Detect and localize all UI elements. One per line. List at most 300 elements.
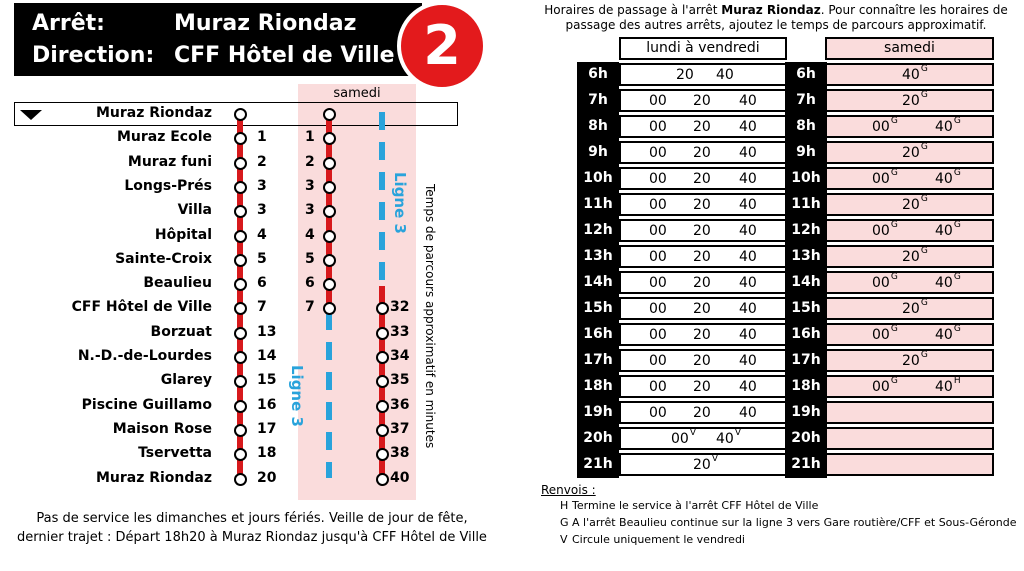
weekday-cell xyxy=(619,115,787,138)
departure-minute xyxy=(649,93,667,109)
weekday-stop-circle xyxy=(234,424,247,437)
intro-text-3: passage des autres arrêts, ajoutez le temps de parcours approximatif. xyxy=(565,18,987,32)
departure-minute xyxy=(935,116,961,135)
minute-value: 20 xyxy=(902,145,920,161)
departure-minute xyxy=(739,145,757,161)
saturday-cell xyxy=(825,167,994,190)
weekday-stop-circle xyxy=(234,448,247,461)
line3-label-upper: Ligne 3 xyxy=(391,172,409,234)
saturday-stop-circle xyxy=(323,108,336,121)
departure-minute xyxy=(935,324,961,343)
saturday-hour-label: 7h xyxy=(796,92,816,108)
weekday-hour-label: 16h xyxy=(583,326,613,342)
minute-value: 00 xyxy=(649,405,667,421)
minute-value: 00 xyxy=(649,197,667,213)
saturday-cell xyxy=(825,193,994,216)
saturday-hour-label: 6h xyxy=(796,66,816,82)
weekday-minutes: 3 xyxy=(257,177,267,194)
footnote-mark: V xyxy=(734,428,741,438)
minute-value: 40 xyxy=(739,301,757,317)
footnote-mark: G xyxy=(953,116,961,126)
minute-value: 40 xyxy=(739,197,757,213)
weekday-cell xyxy=(619,271,787,294)
weekday-minutes: 17 xyxy=(257,420,277,437)
departure-minute xyxy=(649,379,667,395)
saturday-return-circle xyxy=(376,351,389,364)
weekday-hour-label: 8h xyxy=(588,118,608,134)
minute-value: 20 xyxy=(693,93,711,109)
departure-minute xyxy=(693,327,711,343)
saturday-cell xyxy=(825,453,994,476)
saturday-cell xyxy=(825,89,994,112)
footnote-mark: G xyxy=(920,142,928,152)
weekday-cell xyxy=(619,427,787,450)
departure-minute xyxy=(739,327,757,343)
minute-value: 20 xyxy=(902,301,920,317)
departure-minute xyxy=(902,64,928,83)
minute-value: 00 xyxy=(872,379,890,395)
footnote-mark: G xyxy=(953,168,961,178)
weekday-hour-label: 7h xyxy=(588,92,608,108)
departure-minute xyxy=(649,327,667,343)
minute-value: 20 xyxy=(902,93,920,109)
weekday-stop-circle xyxy=(234,375,247,388)
stop-name: Beaulieu xyxy=(143,275,212,292)
weekday-cell xyxy=(619,89,787,112)
weekday-hour-label: 18h xyxy=(583,378,613,394)
saturday-hour-label: 8h xyxy=(796,118,816,134)
saturday-cell xyxy=(825,271,994,294)
footnote-item xyxy=(560,533,745,546)
saturday-cell xyxy=(825,245,994,268)
weekday-minutes: 3 xyxy=(257,202,267,219)
minute-value: 00 xyxy=(671,431,689,447)
departure-minute xyxy=(716,67,734,83)
departure-minute xyxy=(671,428,696,447)
saturday-return-circle xyxy=(376,473,389,486)
minute-value: 00 xyxy=(649,93,667,109)
departure-minute xyxy=(739,93,757,109)
footnote-mark: G xyxy=(920,90,928,100)
saturday-hour-label: 20h xyxy=(791,430,821,446)
departure-minute xyxy=(693,119,711,135)
departure-minute xyxy=(872,376,898,395)
departure-minute xyxy=(902,350,928,369)
footnote-item xyxy=(560,499,818,512)
weekday-hour-label: 14h xyxy=(583,274,613,290)
footnote-mark: G xyxy=(890,220,898,230)
stop-label: Arrêt: xyxy=(32,11,105,36)
minute-value: 20 xyxy=(676,67,694,83)
weekday-stop-circle xyxy=(234,157,247,170)
minute-value: 40 xyxy=(935,119,953,135)
saturday-stop-circle xyxy=(323,254,336,267)
minute-value: 20 xyxy=(693,223,711,239)
stop-name: Muraz Ecole xyxy=(116,129,212,146)
departure-minute xyxy=(739,301,757,317)
weekday-minutes: 20 xyxy=(257,469,277,486)
footnote-key: H xyxy=(560,499,569,512)
saturday-minutes: 3 xyxy=(305,202,315,219)
saturday-cell xyxy=(825,349,994,372)
departure-minute xyxy=(693,379,711,395)
saturday-cell xyxy=(825,297,994,320)
saturday-stop-circle xyxy=(323,230,336,243)
weekday-minutes: 7 xyxy=(257,299,267,316)
stop-name: Longs-Prés xyxy=(124,177,212,194)
minute-value: 40 xyxy=(739,405,757,421)
footnote-mark: V xyxy=(689,428,696,438)
stop-name: Muraz Riondaz xyxy=(95,469,212,486)
departure-minute xyxy=(693,249,711,265)
weekday-cell xyxy=(619,63,787,86)
saturday-minutes: 5 xyxy=(305,250,315,267)
saturday-hour-label: 14h xyxy=(791,274,821,290)
minute-value: 40 xyxy=(739,145,757,161)
footnote-mark: G xyxy=(890,324,898,334)
footnote-mark: G xyxy=(920,194,928,204)
minute-value: 40 xyxy=(902,67,920,83)
stop-name: Muraz funi xyxy=(127,153,212,170)
minute-value: 40 xyxy=(739,275,757,291)
departure-minute xyxy=(739,405,757,421)
weekday-minutes: 18 xyxy=(257,445,277,462)
departure-minute xyxy=(716,428,741,447)
departure-minute xyxy=(649,275,667,291)
weekday-cell xyxy=(619,323,787,346)
minute-value: 20 xyxy=(693,171,711,187)
saturday-hour-label: 10h xyxy=(791,170,821,186)
minute-value: 40 xyxy=(739,327,757,343)
departure-minute xyxy=(693,454,718,473)
departure-minute xyxy=(902,194,928,213)
departure-minute xyxy=(935,220,961,239)
departure-minute xyxy=(693,93,711,109)
saturday-return-minutes: 36 xyxy=(390,396,410,413)
saturday-hour-label: 18h xyxy=(791,378,821,394)
weekday-stop-circle xyxy=(234,205,247,218)
departure-minute xyxy=(872,324,898,343)
minute-value: 00 xyxy=(872,119,890,135)
weekday-minutes: 14 xyxy=(257,348,277,364)
minute-value: 20 xyxy=(902,249,920,265)
footnote-mark: G xyxy=(920,350,928,360)
departure-minute xyxy=(739,119,757,135)
weekday-minutes: 13 xyxy=(257,323,277,340)
departure-minute xyxy=(739,379,757,395)
weekday-cell xyxy=(619,219,787,242)
minute-value: 00 xyxy=(649,171,667,187)
minute-value: 00 xyxy=(649,327,667,343)
minute-value: 40 xyxy=(739,249,757,265)
weekday-minutes: 4 xyxy=(257,226,267,243)
departure-minute xyxy=(739,197,757,213)
current-stop-arrow-icon xyxy=(20,110,42,120)
footnote-mark: G xyxy=(953,324,961,334)
weekday-hour-label: 12h xyxy=(583,222,613,238)
stop-name: Maison Rose xyxy=(112,420,212,437)
saturday-hour-label: 11h xyxy=(791,196,821,212)
service-note-line-2: dernier trajet : Départ 18h20 à Muraz Riondaz jusqu'à CFF Hôtel de Ville xyxy=(17,530,487,545)
departure-minute xyxy=(649,249,667,265)
saturday-cell xyxy=(825,401,994,424)
saturday-cell xyxy=(825,323,994,346)
weekday-cell xyxy=(619,349,787,372)
saturday-hour-label: 16h xyxy=(791,326,821,342)
minute-value: 40 xyxy=(935,327,953,343)
weekday-column-header: lundi à vendredi xyxy=(619,37,787,60)
saturday-hour-label: 15h xyxy=(791,300,821,316)
minute-value: 40 xyxy=(716,431,734,447)
minute-value: 40 xyxy=(739,379,757,395)
minute-value: 20 xyxy=(693,275,711,291)
weekday-hour-label: 9h xyxy=(588,144,608,160)
weekday-hour-label: 6h xyxy=(588,66,608,82)
departure-minute xyxy=(902,298,928,317)
saturday-minutes: 1 xyxy=(305,129,315,146)
departure-minute xyxy=(902,90,928,109)
saturday-minutes: 4 xyxy=(305,226,315,243)
departure-minute xyxy=(693,405,711,421)
minute-value: 00 xyxy=(872,275,890,291)
stop-name: Sainte-Croix xyxy=(115,250,212,267)
saturday-hour-label: 9h xyxy=(796,144,816,160)
saturday-return-minutes: 35 xyxy=(390,372,410,389)
weekday-stop-circle xyxy=(234,230,247,243)
stop-header xyxy=(14,3,422,76)
weekday-minutes: 16 xyxy=(257,396,277,413)
footnote-key: V xyxy=(560,533,568,546)
saturday-stop-circle xyxy=(323,181,336,194)
weekday-stop-circle xyxy=(234,400,247,413)
saturday-stop-circle xyxy=(323,157,336,170)
departure-minute xyxy=(649,197,667,213)
weekday-cell xyxy=(619,453,787,476)
saturday-return-circle xyxy=(376,424,389,437)
minute-value: 00 xyxy=(649,145,667,161)
stop-name: Hôpital xyxy=(154,226,212,243)
minute-value: 20 xyxy=(693,353,711,369)
stop-name: N.-D.-de-Lourdes xyxy=(77,348,212,364)
weekday-hour-label: 19h xyxy=(583,404,613,420)
footnote-item xyxy=(560,516,1017,529)
departure-minute xyxy=(649,171,667,187)
footnote-mark: G xyxy=(890,116,898,126)
minute-value: 00 xyxy=(649,301,667,317)
saturday-cell xyxy=(825,427,994,450)
travel-time-note: Temps de parcours approximatif en minutes xyxy=(423,184,437,449)
saturday-minutes: 7 xyxy=(305,299,315,316)
departure-minute xyxy=(935,272,961,291)
minute-value: 20 xyxy=(693,327,711,343)
stop-name: Muraz Riondaz xyxy=(174,11,357,36)
departure-minute xyxy=(649,223,667,239)
departure-minute xyxy=(739,353,757,369)
departure-minute xyxy=(739,223,757,239)
stop-name: Muraz Riondaz xyxy=(95,105,212,121)
direction-name: CFF Hôtel de Ville xyxy=(174,43,395,68)
departure-minute xyxy=(935,168,961,187)
minute-value: 20 xyxy=(902,197,920,213)
departure-minute xyxy=(693,353,711,369)
minute-value: 20 xyxy=(693,379,711,395)
stop-name: Borzuat xyxy=(150,323,212,340)
minute-value: 40 xyxy=(739,171,757,187)
weekday-stop-circle xyxy=(234,108,247,121)
saturday-return-minutes: 38 xyxy=(390,445,410,462)
saturday-return-circle xyxy=(376,327,389,340)
saturday-cell xyxy=(825,63,994,86)
saturday-cell xyxy=(825,375,994,398)
minute-value: 20 xyxy=(693,249,711,265)
service-note-line-1: Pas de service les dimanches et jours fériés. Veille de jour de fête, xyxy=(36,511,468,526)
saturday-return-minutes: 34 xyxy=(390,348,410,364)
minute-value: 20 xyxy=(902,353,920,369)
footnote-text: A l'arrêt Beaulieu continue sur la ligne 3 vers Gare routière/CFF et Sous-Géronde xyxy=(572,516,1017,529)
saturday-background xyxy=(298,84,416,500)
saturday-cell xyxy=(825,141,994,164)
weekday-cell xyxy=(619,375,787,398)
saturday-hour-label: 19h xyxy=(791,404,821,420)
weekday-stop-circle xyxy=(234,254,247,267)
departure-minute xyxy=(693,145,711,161)
weekday-minutes: 1 xyxy=(257,129,267,146)
footnotes-title xyxy=(541,483,596,497)
departure-minute xyxy=(693,301,711,317)
minute-value: 40 xyxy=(739,353,757,369)
departure-minute xyxy=(935,376,961,395)
minute-value: 20 xyxy=(693,119,711,135)
departure-minute xyxy=(649,145,667,161)
weekday-cell xyxy=(619,193,787,216)
line3-label-lower: Ligne 3 xyxy=(288,365,306,427)
saturday-column-header: samedi xyxy=(825,37,994,60)
footnotes-title-text: Renvois : xyxy=(541,483,596,497)
weekday-hour-label: 20h xyxy=(583,430,613,446)
minute-value: 00 xyxy=(649,275,667,291)
departure-minute xyxy=(649,301,667,317)
minute-value: 20 xyxy=(693,457,711,473)
departure-minute xyxy=(739,249,757,265)
stop-name: Piscine Guillamo xyxy=(81,396,212,413)
departure-minute xyxy=(649,405,667,421)
minute-value: 20 xyxy=(693,145,711,161)
weekday-stop-circle xyxy=(234,278,247,291)
minute-value: 20 xyxy=(693,197,711,213)
weekday-stop-circle xyxy=(234,302,247,315)
minute-value: 40 xyxy=(739,223,757,239)
departure-minute xyxy=(693,171,711,187)
weekday-hour-label: 15h xyxy=(583,300,613,316)
footnote-mark: G xyxy=(890,168,898,178)
intro-text-1: Horaires de passage à l'arrêt xyxy=(544,3,722,17)
direction-label: Direction: xyxy=(32,43,155,68)
saturday-return-minutes: 32 xyxy=(390,299,410,316)
departure-minute xyxy=(739,171,757,187)
saturday-hour-label: 12h xyxy=(791,222,821,238)
saturday-minutes: 2 xyxy=(305,153,315,170)
stop-name: Villa xyxy=(177,202,212,219)
saturday-return-minutes: 40 xyxy=(390,469,410,486)
footnote-mark: V xyxy=(711,454,718,464)
stop-name: Glarey xyxy=(160,372,212,389)
weekday-cell xyxy=(619,245,787,268)
minute-value: 00 xyxy=(649,119,667,135)
minute-value: 00 xyxy=(649,353,667,369)
weekday-hour-label: 11h xyxy=(583,196,613,212)
stop-name: Tservetta xyxy=(138,445,212,462)
stop-name: CFF Hôtel de Ville xyxy=(71,299,212,316)
departure-minute xyxy=(739,275,757,291)
saturday-return-minutes: 33 xyxy=(390,323,410,340)
saturday-cell xyxy=(825,219,994,242)
weekday-stop-circle xyxy=(234,351,247,364)
weekday-minutes: 15 xyxy=(257,372,277,389)
footnote-mark: G xyxy=(953,272,961,282)
weekday-cell xyxy=(619,141,787,164)
minute-value: 40 xyxy=(935,171,953,187)
footnote-key: G xyxy=(560,516,569,529)
minute-value: 40 xyxy=(935,223,953,239)
weekday-stop-circle xyxy=(234,181,247,194)
saturday-return-minutes: 37 xyxy=(390,420,410,437)
footnote-mark: G xyxy=(920,298,928,308)
saturday-return-circle xyxy=(376,400,389,413)
footnote-mark: G xyxy=(920,64,928,74)
minute-value: 00 xyxy=(872,223,890,239)
saturday-header: samedi xyxy=(333,86,381,101)
departure-minute xyxy=(693,275,711,291)
departure-minute xyxy=(872,272,898,291)
weekday-minutes: 2 xyxy=(257,153,267,170)
minute-value: 40 xyxy=(739,119,757,135)
intro-text-2: . Pour connaître les horaires de xyxy=(820,3,1008,17)
footnote-mark: G xyxy=(890,376,898,386)
departure-minute xyxy=(693,197,711,213)
minute-value: 00 xyxy=(649,223,667,239)
saturday-minutes: 6 xyxy=(305,275,315,292)
departure-minute xyxy=(872,168,898,187)
weekday-minutes: 6 xyxy=(257,275,267,292)
weekday-stop-circle xyxy=(234,327,247,340)
timetable-intro xyxy=(540,3,1012,33)
line3-dashed-upper xyxy=(379,112,385,282)
departure-minute xyxy=(902,142,928,161)
weekday-cell xyxy=(619,297,787,320)
departure-minute xyxy=(649,119,667,135)
weekday-stop-circle xyxy=(234,473,247,486)
footnote-mark: H xyxy=(953,376,961,386)
weekday-minutes: 5 xyxy=(257,250,267,267)
saturday-minutes: 3 xyxy=(305,177,315,194)
footnote-mark: G xyxy=(920,246,928,256)
departure-minute xyxy=(676,67,694,83)
minute-value: 20 xyxy=(693,405,711,421)
footnote-mark: G xyxy=(890,272,898,282)
minute-value: 40 xyxy=(739,93,757,109)
departure-minute xyxy=(872,220,898,239)
saturday-hour-label: 13h xyxy=(791,248,821,264)
line-number-badge: 2 xyxy=(397,1,487,91)
saturday-hour-label: 21h xyxy=(791,456,821,472)
footnote-text: Termine le service à l'arrêt CFF Hôtel de Ville xyxy=(572,499,819,512)
weekday-cell xyxy=(619,167,787,190)
weekday-hour-label: 10h xyxy=(583,170,613,186)
departure-minute xyxy=(693,223,711,239)
minute-value: 00 xyxy=(649,379,667,395)
weekday-hour-label: 17h xyxy=(583,352,613,368)
line3-dashed-lower xyxy=(326,312,332,478)
